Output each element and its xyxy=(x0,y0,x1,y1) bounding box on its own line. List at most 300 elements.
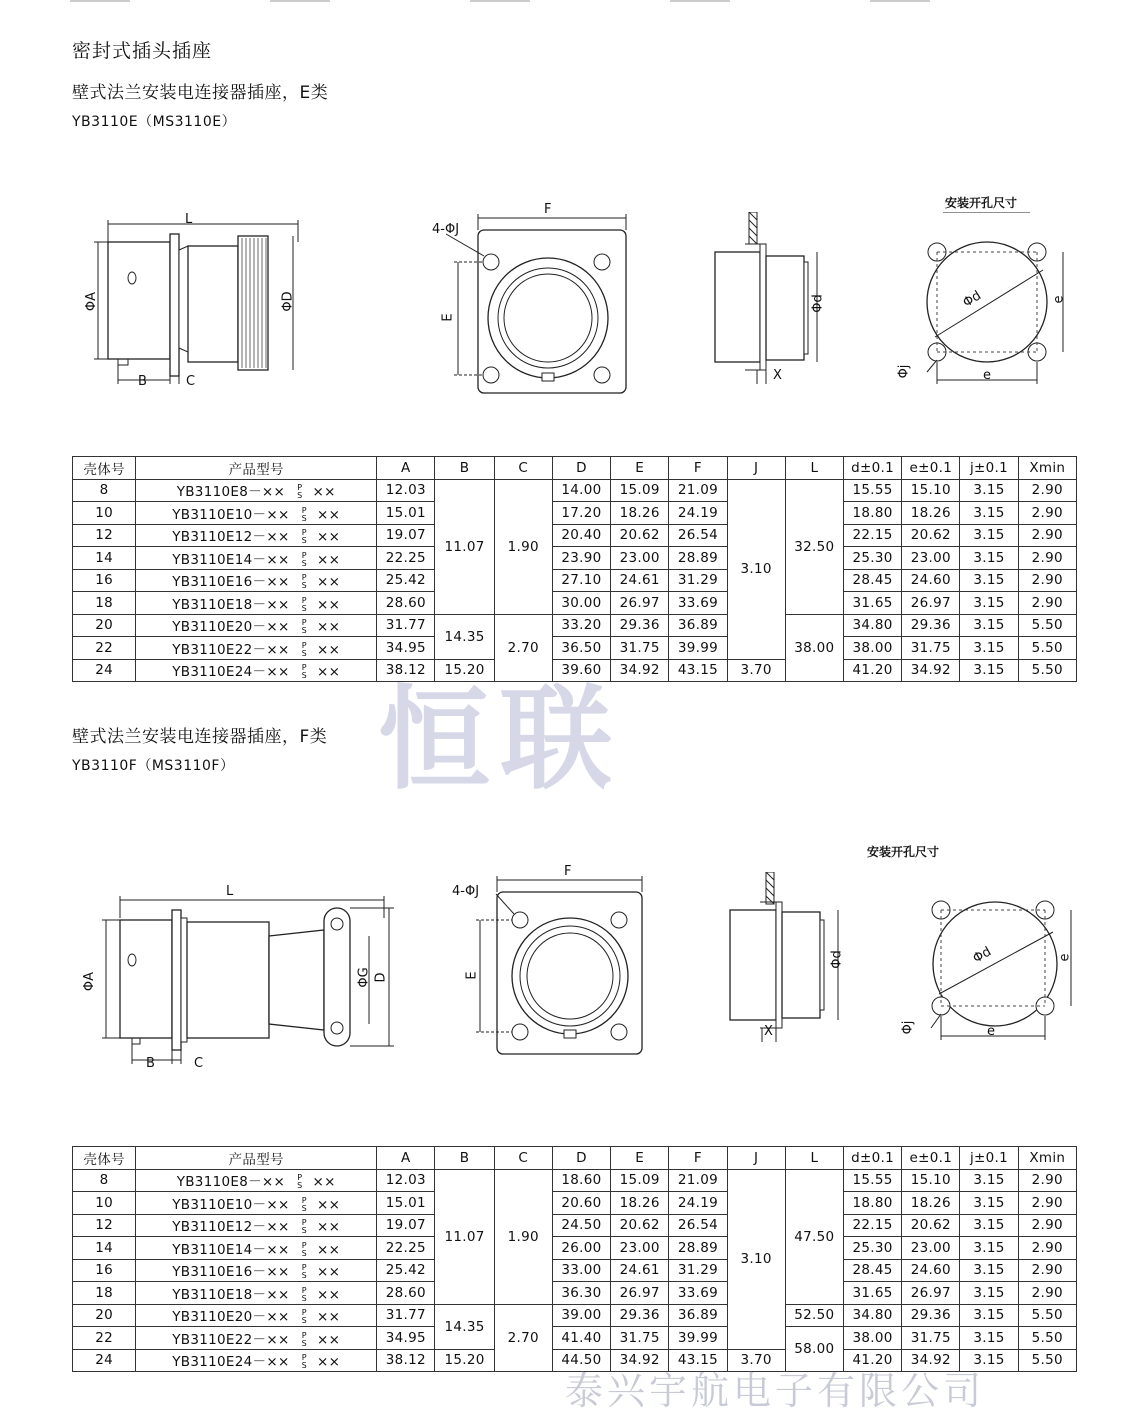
cell-d: 27.10 xyxy=(552,569,610,592)
spec-table-e xyxy=(72,456,1077,682)
model-text: YB3110E16－×× xyxy=(172,1264,290,1281)
ps-s: S xyxy=(301,1338,307,1348)
header-cell: E xyxy=(611,1147,669,1170)
cell-j-tol: 3.15 xyxy=(960,1282,1018,1305)
cell-f: 26.54 xyxy=(669,1214,727,1237)
model-text: YB3110E24－×× xyxy=(172,1354,290,1371)
cell-e: 29.36 xyxy=(611,614,669,637)
cell-model xyxy=(136,569,377,592)
cell-model xyxy=(136,524,377,547)
ps-s: S xyxy=(301,1248,307,1258)
model-text: YB3110E8－×× xyxy=(176,484,286,501)
cell-f: 33.69 xyxy=(669,592,727,615)
table-row xyxy=(73,569,1077,592)
cell-model xyxy=(136,502,377,525)
label-phi-d-cutout: Φd xyxy=(960,288,985,311)
model-text: YB3110E18－×× xyxy=(172,1286,290,1303)
header-cell: 壳体号 xyxy=(73,1147,136,1170)
cell-e: 15.09 xyxy=(611,1169,669,1192)
header-cell: F xyxy=(669,1147,727,1170)
cell-xmin: 5.50 xyxy=(1018,659,1076,682)
ps-mark xyxy=(302,1219,307,1235)
model-text: YB3110E22－×× xyxy=(172,641,290,658)
ps-s: S xyxy=(301,581,307,591)
cell-d-tol: 31.65 xyxy=(843,1282,901,1305)
table-header-row xyxy=(73,1147,1077,1170)
cell-model xyxy=(136,1214,377,1237)
cell-l: 47.50 xyxy=(785,1169,843,1304)
label-c: C xyxy=(186,374,196,389)
cell-d: 41.40 xyxy=(552,1327,610,1350)
label-c-f: C xyxy=(194,1056,204,1071)
header-cell: F xyxy=(669,457,727,480)
cell-a: 25.42 xyxy=(377,569,435,592)
header-cell: 产品型号 xyxy=(136,1147,377,1170)
cell-j-tol: 3.15 xyxy=(960,1349,1018,1372)
ps-s: S xyxy=(297,491,303,501)
cell-d-tol: 28.45 xyxy=(843,1259,901,1282)
cell-j-tol: 3.15 xyxy=(960,592,1018,615)
label-phi-d-cutout-f: Φd xyxy=(970,944,994,967)
model-text: YB3110E20－×× xyxy=(172,1309,290,1326)
cell-f: 36.89 xyxy=(669,1304,727,1327)
label-e-right: e xyxy=(1051,295,1067,304)
model-text: YB3110E8－×× xyxy=(176,1174,286,1191)
label-e: E xyxy=(440,313,456,322)
cell-e-tol: 23.00 xyxy=(902,1237,960,1260)
ps-mark xyxy=(297,1174,302,1190)
label-phi-d-panel-f: Φd xyxy=(829,950,845,969)
cell-f: 28.89 xyxy=(669,547,727,570)
model-tail: ×× xyxy=(316,596,341,613)
label-phi-d: ΦD xyxy=(280,291,296,312)
header-cell: Xmin xyxy=(1018,1147,1076,1170)
cell-d-tol: 25.30 xyxy=(843,1237,901,1260)
cell-e-tol: 20.62 xyxy=(902,524,960,547)
label-b-f: B xyxy=(146,1056,155,1071)
model-text: YB3110E20－×× xyxy=(172,619,290,636)
model-tail: ×× xyxy=(316,1286,341,1303)
cell-e: 23.00 xyxy=(611,547,669,570)
model-tail: ×× xyxy=(316,1196,341,1213)
cell-e: 18.26 xyxy=(611,502,669,525)
cell-e-tol: 29.36 xyxy=(902,1304,960,1327)
cell-shell: 10 xyxy=(73,502,136,525)
cell-model xyxy=(136,1327,377,1350)
cell-xmin: 2.90 xyxy=(1018,1214,1076,1237)
cell-model xyxy=(136,592,377,615)
model-text: YB3110E14－×× xyxy=(172,551,290,568)
cell-shell: 12 xyxy=(73,524,136,547)
cell-d-tol: 38.00 xyxy=(843,637,901,660)
ps-s: S xyxy=(301,1271,307,1281)
cell-b: 15.20 xyxy=(435,659,494,682)
model-tail: ×× xyxy=(316,1219,341,1236)
ps-s: S xyxy=(301,513,307,523)
cell-d-tol: 22.15 xyxy=(843,1214,901,1237)
header-cell: j±0.1 xyxy=(960,457,1018,480)
cell-model xyxy=(136,1237,377,1260)
cell-j-tol: 3.15 xyxy=(960,1192,1018,1215)
cell-a: 15.01 xyxy=(377,502,435,525)
label-phi-a: ΦA xyxy=(84,291,100,312)
label-x-f: X xyxy=(764,1024,773,1039)
ps-p: P xyxy=(301,1240,307,1250)
f-side-view-diagram xyxy=(84,878,404,1078)
ps-p: P xyxy=(301,1218,307,1228)
cell-e: 26.97 xyxy=(611,592,669,615)
cell-model xyxy=(136,637,377,660)
cell-shell: 18 xyxy=(73,592,136,615)
cell-model xyxy=(136,614,377,637)
cell-model xyxy=(136,547,377,570)
cell-shell: 8 xyxy=(73,1169,136,1192)
table-row xyxy=(73,1327,1077,1350)
table-row xyxy=(73,592,1077,615)
cell-a: 12.03 xyxy=(377,1169,435,1192)
cell-a: 25.42 xyxy=(377,1259,435,1282)
cell-j-tol: 3.15 xyxy=(960,614,1018,637)
cell-xmin: 5.50 xyxy=(1018,614,1076,637)
table-row xyxy=(73,479,1077,502)
company-name: 泰兴宇航电子有限公司 xyxy=(565,1369,986,1413)
ps-s: S xyxy=(297,1181,303,1191)
f-cutout-title: 安装开孔尺寸 xyxy=(867,845,940,859)
cell-e-tol: 18.26 xyxy=(902,1192,960,1215)
cell-j-tol: 3.15 xyxy=(960,547,1018,570)
cell-xmin: 2.90 xyxy=(1018,524,1076,547)
cell-e: 24.61 xyxy=(611,1259,669,1282)
header-cell: d±0.1 xyxy=(843,1147,901,1170)
cell-l: 52.50 xyxy=(785,1304,843,1327)
model-tail: ×× xyxy=(316,1331,341,1348)
label-e-bottom-f: e xyxy=(987,1024,995,1039)
cell-d: 23.90 xyxy=(552,547,610,570)
header-cell: B xyxy=(435,1147,494,1170)
ps-p: P xyxy=(301,528,307,538)
header-cell: L xyxy=(785,457,843,480)
f-front-view-diagram xyxy=(452,864,662,1063)
ps-mark xyxy=(302,1197,307,1213)
cell-xmin: 2.90 xyxy=(1018,547,1076,570)
label-e-right-f: e xyxy=(1057,953,1073,962)
label-4-phi-j: 4-ΦJ xyxy=(432,222,460,237)
cell-model xyxy=(136,1282,377,1305)
label-phi-j-f: Φj xyxy=(900,1020,916,1035)
cell-l: 32.50 xyxy=(785,479,843,614)
cell-d-tol: 28.45 xyxy=(843,569,901,592)
header-cell: A xyxy=(377,457,435,480)
cell-xmin: 2.90 xyxy=(1018,1282,1076,1305)
cell-d-tol: 41.20 xyxy=(843,659,901,682)
cell-shell: 8 xyxy=(73,479,136,502)
cell-e: 20.62 xyxy=(611,524,669,547)
cell-d: 20.60 xyxy=(552,1192,610,1215)
cell-model xyxy=(136,479,377,502)
cell-f: 24.19 xyxy=(669,1192,727,1215)
ps-mark xyxy=(302,574,307,590)
cell-f: 43.15 xyxy=(669,1349,727,1372)
cell-e: 34.92 xyxy=(611,1349,669,1372)
header-cell: C xyxy=(494,1147,552,1170)
header-cell: C xyxy=(494,457,552,480)
cell-shell: 22 xyxy=(73,637,136,660)
ps-s: S xyxy=(301,1293,307,1303)
header-cell: E xyxy=(611,457,669,480)
ps-s: S xyxy=(301,671,307,681)
ps-p: P xyxy=(301,573,307,583)
cell-j-tol: 3.15 xyxy=(960,1259,1018,1282)
cell-a: 12.03 xyxy=(377,479,435,502)
cell-shell: 10 xyxy=(73,1192,136,1215)
cell-e: 15.09 xyxy=(611,479,669,502)
cell-model xyxy=(136,1169,377,1192)
model-tail: ×× xyxy=(316,1241,341,1258)
cell-e-tol: 26.97 xyxy=(902,592,960,615)
ps-mark xyxy=(302,642,307,658)
cell-a: 28.60 xyxy=(377,1282,435,1305)
cell-shell: 20 xyxy=(73,614,136,637)
label-e-bottom: e xyxy=(983,368,991,383)
cell-d: 18.60 xyxy=(552,1169,610,1192)
cell-xmin: 2.90 xyxy=(1018,592,1076,615)
cell-f: 21.09 xyxy=(669,1169,727,1192)
cell-b: 14.35 xyxy=(435,1304,494,1349)
cell-d: 20.40 xyxy=(552,524,610,547)
cell-d-tol: 15.55 xyxy=(843,1169,901,1192)
ps-p: P xyxy=(301,505,307,515)
cell-e-tol: 26.97 xyxy=(902,1282,960,1305)
model-tail: ×× xyxy=(316,506,341,523)
header-cell: j±0.1 xyxy=(960,1147,1018,1170)
cell-j-tol: 3.15 xyxy=(960,1304,1018,1327)
cell-c: 1.90 xyxy=(494,479,552,614)
cell-e-tol: 29.36 xyxy=(902,614,960,637)
cell-d-tol: 18.80 xyxy=(843,502,901,525)
cell-shell: 14 xyxy=(73,1237,136,1260)
section-f-model: YB3110F（MS3110F） xyxy=(72,758,235,774)
cell-a: 22.25 xyxy=(377,547,435,570)
cell-j-tol: 3.15 xyxy=(960,524,1018,547)
cell-f: 24.19 xyxy=(669,502,727,525)
model-text: YB3110E18－×× xyxy=(172,596,290,613)
model-text: YB3110E12－×× xyxy=(172,1219,290,1236)
label-phi-a-f: ΦA xyxy=(82,971,98,992)
cell-j-tol: 3.15 xyxy=(960,1214,1018,1237)
cell-e: 34.92 xyxy=(611,659,669,682)
cell-e: 29.36 xyxy=(611,1304,669,1327)
ps-p: P xyxy=(301,1330,307,1340)
cell-f: 39.99 xyxy=(669,1327,727,1350)
cell-e-tol: 23.00 xyxy=(902,547,960,570)
cell-j-tol: 3.15 xyxy=(960,569,1018,592)
cell-a: 34.95 xyxy=(377,1327,435,1350)
cell-b: 14.35 xyxy=(435,614,494,659)
cell-e-tol: 18.26 xyxy=(902,502,960,525)
model-tail: ×× xyxy=(316,641,341,658)
ps-p: P xyxy=(301,663,307,673)
cell-e-tol: 24.60 xyxy=(902,569,960,592)
cell-e-tol: 15.10 xyxy=(902,479,960,502)
header-cell: e±0.1 xyxy=(902,457,960,480)
label-b: B xyxy=(138,374,147,389)
cell-a: 31.77 xyxy=(377,1304,435,1327)
cell-a: 19.07 xyxy=(377,524,435,547)
table-row xyxy=(73,614,1077,637)
model-tail: ×× xyxy=(316,1354,341,1371)
cell-model xyxy=(136,1349,377,1372)
f-cutout-diagram xyxy=(895,876,1085,1051)
cell-d: 14.00 xyxy=(552,479,610,502)
model-text: YB3110E10－×× xyxy=(172,506,290,523)
top-edge-remnant xyxy=(70,0,970,4)
label-e-f: E xyxy=(464,971,480,980)
cell-xmin: 2.90 xyxy=(1018,479,1076,502)
cell-xmin: 5.50 xyxy=(1018,637,1076,660)
spec-table-f xyxy=(72,1146,1077,1372)
header-cell: D xyxy=(552,1147,610,1170)
ps-p: P xyxy=(301,1195,307,1205)
cell-model xyxy=(136,1192,377,1215)
cell-b: 11.07 xyxy=(435,479,494,614)
ps-mark xyxy=(302,1309,307,1325)
cell-d: 33.20 xyxy=(552,614,610,637)
ps-p: P xyxy=(297,1173,303,1183)
ps-mark xyxy=(302,597,307,613)
cell-j: 3.10 xyxy=(727,1169,785,1349)
cell-f: 36.89 xyxy=(669,614,727,637)
cell-c: 2.70 xyxy=(494,1304,552,1372)
cell-d-tol: 34.80 xyxy=(843,614,901,637)
ps-s: S xyxy=(301,1316,307,1326)
header-cell: 壳体号 xyxy=(73,457,136,480)
cell-d-tol: 34.80 xyxy=(843,1304,901,1327)
cell-j: 3.70 xyxy=(727,659,785,682)
model-tail: ×× xyxy=(312,484,336,501)
cell-xmin: 2.90 xyxy=(1018,569,1076,592)
cell-a: 38.12 xyxy=(377,1349,435,1372)
ps-p: P xyxy=(297,483,303,493)
header-cell: e±0.1 xyxy=(902,1147,960,1170)
model-tail: ×× xyxy=(316,574,341,591)
f-panel-side-diagram xyxy=(718,872,858,1047)
ps-p: P xyxy=(301,550,307,560)
cell-d-tol: 25.30 xyxy=(843,547,901,570)
cell-j: 3.10 xyxy=(727,479,785,659)
e-cutout-title: 安装开孔尺寸 xyxy=(945,196,1018,210)
ps-mark xyxy=(302,664,307,680)
ps-s: S xyxy=(301,536,307,546)
cell-e-tol: 34.92 xyxy=(902,659,960,682)
ps-mark xyxy=(302,1264,307,1280)
ps-mark xyxy=(302,1287,307,1303)
cell-e: 23.00 xyxy=(611,1237,669,1260)
cell-a: 15.01 xyxy=(377,1192,435,1215)
label-l-f: L xyxy=(226,884,234,899)
cell-l: 38.00 xyxy=(785,614,843,682)
model-tail: ×× xyxy=(316,1264,341,1281)
header-cell: L xyxy=(785,1147,843,1170)
cell-d-tol: 22.15 xyxy=(843,524,901,547)
watermark: 恒联 xyxy=(378,674,622,805)
cell-f: 31.29 xyxy=(669,569,727,592)
header-cell: A xyxy=(377,1147,435,1170)
cell-e: 26.97 xyxy=(611,1282,669,1305)
cell-xmin: 2.90 xyxy=(1018,1169,1076,1192)
cell-d-tol: 31.65 xyxy=(843,592,901,615)
cell-d: 30.00 xyxy=(552,592,610,615)
ps-s: S xyxy=(301,648,307,658)
model-text: YB3110E14－×× xyxy=(172,1241,290,1258)
cell-shell: 16 xyxy=(73,1259,136,1282)
cell-xmin: 5.50 xyxy=(1018,1327,1076,1350)
e-side-view-diagram xyxy=(84,212,318,397)
ps-mark xyxy=(297,484,302,500)
cell-e: 31.75 xyxy=(611,637,669,660)
cell-f: 21.09 xyxy=(669,479,727,502)
cell-shell: 14 xyxy=(73,547,136,570)
model-tail: ×× xyxy=(316,529,341,546)
cell-j-tol: 3.15 xyxy=(960,1237,1018,1260)
cell-xmin: 2.90 xyxy=(1018,1259,1076,1282)
model-tail: ×× xyxy=(316,664,341,681)
cell-d-tol: 38.00 xyxy=(843,1327,901,1350)
header-cell: B xyxy=(435,457,494,480)
label-d-f: D xyxy=(373,972,389,983)
cell-shell: 20 xyxy=(73,1304,136,1327)
model-text: YB3110E22－×× xyxy=(172,1331,290,1348)
ps-p: P xyxy=(301,1353,307,1363)
cell-e-tol: 34.92 xyxy=(902,1349,960,1372)
cell-f: 31.29 xyxy=(669,1259,727,1282)
cell-xmin: 2.90 xyxy=(1018,1237,1076,1260)
cell-c: 1.90 xyxy=(494,1169,552,1304)
cell-model xyxy=(136,1304,377,1327)
ps-s: S xyxy=(301,1361,307,1371)
cell-d: 36.50 xyxy=(552,637,610,660)
cell-e: 24.61 xyxy=(611,569,669,592)
cell-model xyxy=(136,659,377,682)
cell-j-tol: 3.15 xyxy=(960,637,1018,660)
table-row xyxy=(73,1169,1077,1192)
cell-shell: 22 xyxy=(73,1327,136,1350)
cell-j: 3.70 xyxy=(727,1349,785,1372)
ps-s: S xyxy=(301,558,307,568)
cell-d: 24.50 xyxy=(552,1214,610,1237)
cell-model xyxy=(136,1259,377,1282)
model-tail: ×× xyxy=(316,1309,341,1326)
model-tail: ×× xyxy=(312,1174,336,1191)
cell-xmin: 2.90 xyxy=(1018,502,1076,525)
header-cell: J xyxy=(727,1147,785,1170)
cell-d: 44.50 xyxy=(552,1349,610,1372)
ps-s: S xyxy=(301,1203,307,1213)
ps-p: P xyxy=(301,595,307,605)
page-title: 密封式插头插座 xyxy=(72,40,213,62)
ps-mark xyxy=(302,1242,307,1258)
cell-e-tol: 31.75 xyxy=(902,637,960,660)
cell-f: 39.99 xyxy=(669,637,727,660)
cell-shell: 24 xyxy=(73,1349,136,1372)
cell-e-tol: 31.75 xyxy=(902,1327,960,1350)
cell-shell: 16 xyxy=(73,569,136,592)
cell-e-tol: 15.10 xyxy=(902,1169,960,1192)
table-row xyxy=(73,547,1077,570)
table-row xyxy=(73,1237,1077,1260)
cell-d-tol: 41.20 xyxy=(843,1349,901,1372)
ps-mark xyxy=(302,619,307,635)
ps-s: S xyxy=(301,1226,307,1236)
